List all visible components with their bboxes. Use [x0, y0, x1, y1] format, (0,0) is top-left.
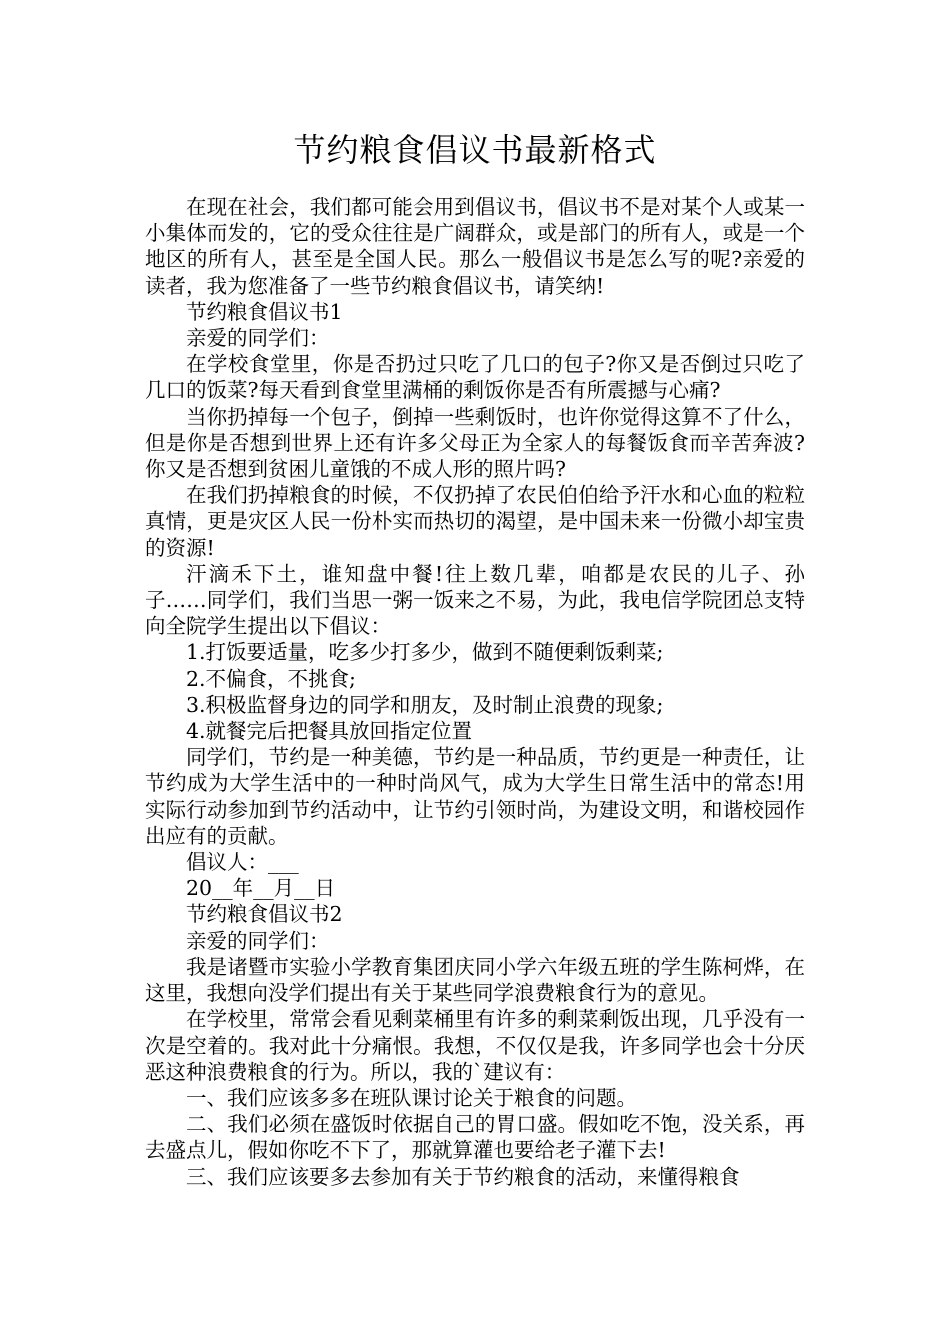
- paragraph: 在学校里，常常会看见剩菜桶里有许多的剩菜剩饭出现，几乎没有一次是空着的。我对此十分痛恨。我想，不仅仅是我，许多同学也会十分厌恶这种浪费粮食的行为。所以，我的`建议有：: [145, 1007, 805, 1084]
- paragraph-intro: 在现在社会，我们都可能会用到倡议书，倡议书不是对某个人或某一小集体而发的，它的受众往往是广阔群众，或是部门的所有人，或是一个地区的所有人，甚至是全国人民。那么一般倡议书是怎么写的呢?亲爱的读者，我为您准备了一些节约粮食倡议书，请笑纳!: [145, 195, 805, 298]
- document-page: [145, 128, 805, 1190]
- paragraph: 汗滴禾下土，谁知盘中餐!往上数几辈，咱都是农民的儿子、孙子……同学们，我们当思一粥一饭来之不易，为此，我电信学院团总支特向全院学生提出以下倡议：: [145, 561, 805, 639]
- section-heading-2: 节约粮食倡议书2: [186, 902, 343, 927]
- list-item: 2.不偏食，不挑食;: [186, 666, 356, 691]
- list-item: 3.积极监督身边的同学和朋友，及时制止浪费的现象;: [186, 692, 664, 717]
- paragraph: 在我们扔掉粮食的时候，不仅扔掉了农民伯伯给予汗水和心血的粒粒真情，更是灾区人民一份朴实而热切的渴望，是中国未来一份微小却宝贵的资源!: [145, 483, 805, 560]
- paragraph: 当你扔掉每一个包子，倒掉一些剩饭时，也许你觉得这算不了什么，但是你是否想到世界上还有许多父母正为全家人的每餐饭食而辛苦奔波?你又是否想到贫困儿童饿的不成人形的照片吗?: [145, 404, 805, 482]
- list-item: 三、我们应该要多去参加有关于节约粮食的活动，来懂得粮食: [186, 1164, 740, 1189]
- signature-line: 倡议人：___: [186, 850, 299, 875]
- section-heading-1: 节约粮食倡议书1: [186, 299, 343, 324]
- paragraph: 在学校食堂里，你是否扔过只吃了几口的包子?你又是否倒过只吃了几口的饭菜?每天看到食堂里满桶的剩饭你是否有所震撼与心痛?: [145, 352, 805, 403]
- list-item: 1.打饭要适量，吃多少打多少，做到不随便剩饭剩菜;: [186, 640, 664, 665]
- paragraph: 我是诸暨市实验小学教育集团庆同小学六年级五班的学生陈柯烨，在这里，我想向没学们提出有关于某些同学浪费粮食行为的意见。: [145, 954, 805, 1006]
- list-item: 4.就餐完后把餐具放回指定位置: [186, 719, 473, 744]
- document-title: 节约粮食倡议书最新格式: [293, 131, 657, 169]
- list-item: 二、我们必须在盛饭时依据自己的胃口盛。假如吃不饱，没关系，再去盛点儿，假如你吃不下了，那就算灌也要给老子灌下去!: [145, 1112, 805, 1163]
- list-item: 一、我们应该多多在班队课讨论关于粮食的问题。: [186, 1085, 637, 1110]
- document-body: [145, 194, 805, 1190]
- salutation: 亲爱的同学们：: [186, 326, 330, 351]
- paragraph: 同学们，节约是一种美德，节约是一种品质，节约更是一种责任，让节约成为大学生活中的一种时尚风气，成为大学生日常生活中的常态!用实际行动参加到节约活动中，让节约引领时尚，为建设文明，和谐校园作出应有的贡献。: [145, 745, 805, 848]
- date-line: 20__年__月__日: [186, 876, 336, 901]
- salutation: 亲爱的同学们：: [186, 928, 330, 953]
